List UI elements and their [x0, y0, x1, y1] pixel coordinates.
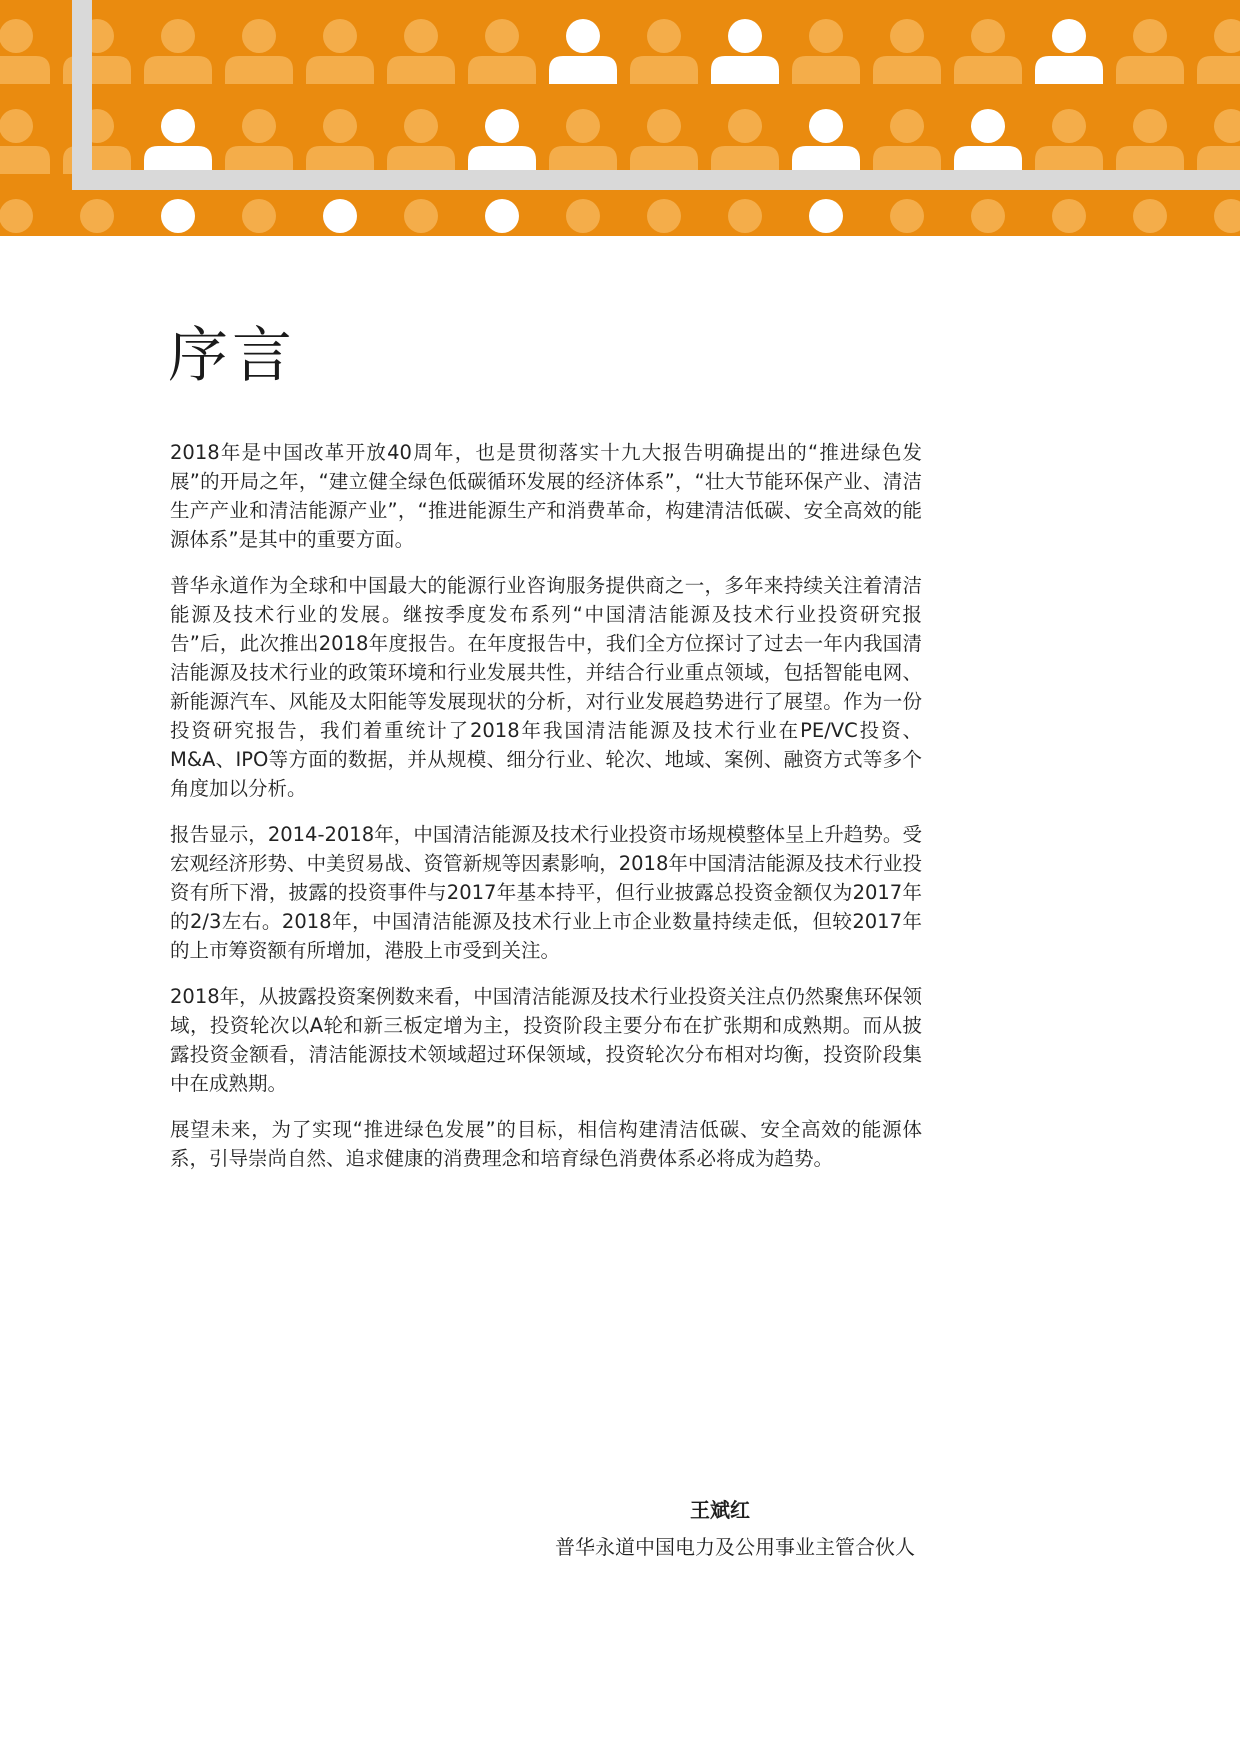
person-body-shape: [0, 146, 50, 174]
signature-name: 王斌红: [690, 1498, 750, 1522]
paragraph: 2018年是中国改革开放40周年，也是贯彻落实十九大报告明确提出的“推进绿色发展”的开局之年，“建立健全绿色低碳循环发展的经济体系”，“壮大节能环保产业、清洁生产产业和清洁能源产业”，“推进能源生产和消费革命，构建清洁低碳、安全高效的能源体系”是其中的重要方面。: [170, 441, 922, 551]
person-body-shape: [1197, 56, 1240, 84]
person-body-shape: [549, 56, 617, 84]
person-icon: [404, 199, 438, 233]
person-icon: [728, 199, 762, 233]
person-icon: [0, 109, 33, 143]
person-icon: [890, 109, 924, 143]
person-icon: [647, 199, 681, 233]
person-body-shape: [1035, 56, 1103, 84]
person-icon: [242, 199, 276, 233]
preface-body: [170, 438, 922, 1190]
person-body-shape: [306, 56, 374, 84]
paragraph: 2018年，从披露投资案例数来看，中国清洁能源及技术行业投资关注点仍然聚焦环保领域，投资轮次以A轮和新三板定增为主，投资阶段主要分布在扩张期和成熟期。而从披露投资金额看，清洁能源技术领域超过环保领域，投资轮次分布相对均衡，投资阶段集中在成熟期。: [170, 985, 922, 1095]
person-icon: [647, 109, 681, 143]
person-icon: [971, 19, 1005, 53]
person-icon: [728, 109, 762, 143]
person-icon: [971, 109, 1005, 143]
paragraph: 展望未来，为了实现“推进绿色发展”的目标，相信构建清洁低碳、安全高效的能源体系，引导崇尚自然、追求健康的消费理念和培育绿色消费体系必将成为趋势。: [170, 1118, 922, 1170]
person-body-shape: [0, 56, 50, 84]
person-icon: [1052, 109, 1086, 143]
person-icon: [566, 19, 600, 53]
person-body-shape: [792, 56, 860, 84]
person-body-shape: [630, 56, 698, 84]
page-title: 序言: [168, 321, 296, 391]
person-icon: [1052, 19, 1086, 53]
person-icon: [1133, 199, 1167, 233]
person-icon: [809, 109, 843, 143]
person-icon: [485, 109, 519, 143]
person-icon: [809, 199, 843, 233]
person-icon: [242, 109, 276, 143]
frame-left-bar: [72, 0, 92, 190]
person-body-shape: [873, 56, 941, 84]
person-body-shape: [225, 56, 293, 84]
person-icon: [1214, 109, 1240, 143]
person-body-shape: [387, 56, 455, 84]
person-icon: [890, 19, 924, 53]
person-body-shape: [468, 56, 536, 84]
person-icon: [647, 19, 681, 53]
person-icon: [809, 19, 843, 53]
person-body-shape: [954, 56, 1022, 84]
person-icon: [323, 199, 357, 233]
person-icon: [404, 109, 438, 143]
person-icon: [161, 199, 195, 233]
person-icon: [323, 109, 357, 143]
person-icon: [485, 19, 519, 53]
person-icon: [1214, 19, 1240, 53]
header-banner: [0, 0, 1240, 236]
person-icon: [161, 109, 195, 143]
paragraph: 普华永道作为全球和中国最大的能源行业咨询服务提供商之一，多年来持续关注着清洁能源及技术行业的发展。继按季度发布系列“中国清洁能源及技术行业投资研究报告”后，此次推出2018年度报告。在年度报告中，我们全方位探讨了过去一年内我国清洁能源及技术行业的政策环境和行业发展共性，并结合行业重点领域，包括智能电网、新能源汽车、风能及太阳能等发展现状的分析，对行业发展趋势进行了展望。作为一份投资研究报告，我们着重统计了2018年我国清洁能源及技术行业在PE/VC投资、M&A、IPO等方面的数据，并从规模、细分行业、轮次、地域、案例、融资方式等多个角度加以分析。: [170, 574, 922, 800]
person-icon: [242, 19, 276, 53]
signature-title: 普华永道中国电力及公用事业主管合伙人: [555, 1535, 915, 1559]
paragraph: 报告显示，2014-2018年，中国清洁能源及技术行业投资市场规模整体呈上升趋势。受宏观经济形势、中美贸易战、资管新规等因素影响，2018年中国清洁能源及技术行业投资有所下滑，披露的投资事件与2017年基本持平，但行业披露总投资金额仅为2017年的2/3左右。2018年，中国清洁能源及技术行业上市企业数量持续走低，但较2017年的上市筹资额有所增加，港股上市受到关注。: [170, 823, 922, 962]
person-icon: [1133, 19, 1167, 53]
person-icon: [890, 199, 924, 233]
person-icon: [1052, 199, 1086, 233]
person-icon: [323, 19, 357, 53]
person-body-shape: [144, 56, 212, 84]
person-icon: [971, 199, 1005, 233]
frame-bottom-bar: [72, 170, 1240, 190]
person-icon: [566, 199, 600, 233]
person-body-shape: [711, 56, 779, 84]
person-icon: [0, 19, 33, 53]
person-icon: [1133, 109, 1167, 143]
person-icon: [0, 199, 33, 233]
person-icon: [161, 19, 195, 53]
person-icon: [485, 199, 519, 233]
person-icon: [728, 19, 762, 53]
person-pattern: [0, 0, 1240, 236]
person-icon: [566, 109, 600, 143]
person-icon: [404, 19, 438, 53]
person-icon: [1214, 199, 1240, 233]
person-icon: [80, 199, 114, 233]
person-body-shape: [1116, 56, 1184, 84]
